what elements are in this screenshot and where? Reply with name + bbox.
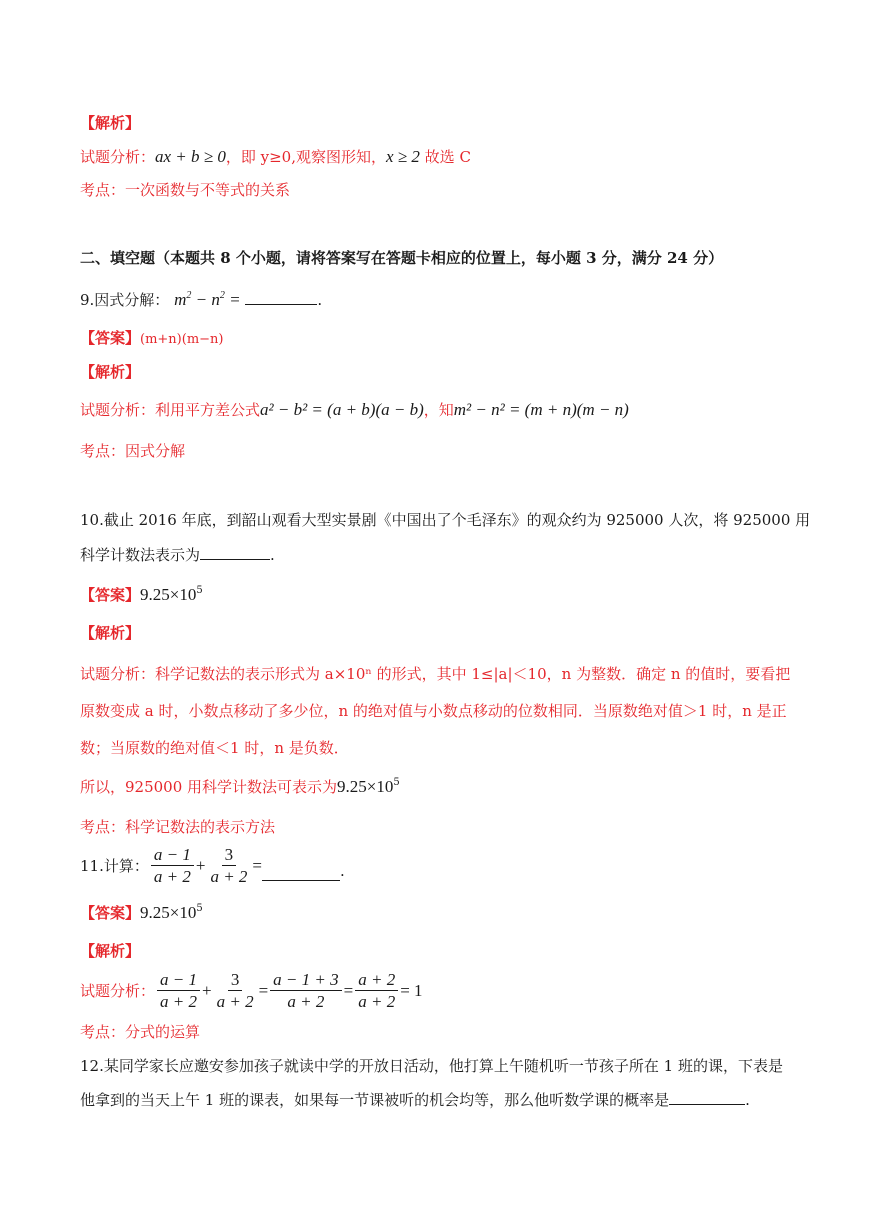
q11-answer: 【答案】$9.25\times 10^5$ (80, 903, 203, 922)
section-heading: 二、填空题（本题共 8 个小题，请将答案写在答题卡相应的位置上，每小题 3 分，满分 24 分） (80, 249, 724, 267)
q10-question-line-1: 10.截止 2016 年底，到韶山观看大型实景剧《中国出了个毛泽东》的观众约为 925000 人次，将 925000 用 (80, 511, 811, 529)
q11-fraction-2: $\frac{3}{a + 2}$ (210, 845, 248, 886)
answer-blank (245, 288, 317, 305)
q8-inequality: ax + b ≥ 0 (155, 147, 226, 166)
q9-formula-2: m² − n² = (m + n)(m − n) (453, 400, 629, 419)
q9-analysis: 试题分析：利用平方差公式a² − b² = (a + b)(a − b)，知m² − n² = (m + n)(m − n) (80, 400, 629, 419)
q11-kaodian: 考点：分式的运算 (80, 1023, 201, 1041)
q8-kaodian: 考点：一次函数与不等式的关系 (80, 181, 291, 199)
answer-blank (262, 864, 340, 881)
q12-question-line-2: 他拿到的当天上午 1 班的课表，如果每一节课被听的机会均等，那么他听数学课的概率是 . (80, 1088, 750, 1111)
q11-jiexi-label: 【解析】 (80, 942, 141, 960)
q8-jiexi-label: 【解析】 (80, 114, 141, 132)
q9-formula-1: a² − b² = (a + b)(a − b) (260, 400, 424, 419)
q9-kaodian: 考点：因式分解 (80, 442, 186, 460)
q8-solution: x ≥ 2 (386, 147, 420, 166)
q10-question-line-2: 科学计数法表示为 . (80, 543, 275, 566)
q8-analysis: 试题分析：ax + b ≥ 0，即 y≥0,观察图形知，x ≥ 2 故选 C (80, 147, 471, 166)
q10-jiexi-label: 【解析】 (80, 624, 141, 642)
q10-analysis-line-2: 原数变成 a 时，小数点移动了多少位，n 的绝对值与小数点移动的位数相同．当原数绝对值＞1 时，n 是正 (80, 702, 787, 720)
q11-fraction-1: $\frac{a - 1}{a + 2}$ (151, 845, 194, 886)
q11-question: 11.计算： $\frac{a - 1}{a + 2}$ + $\frac{3}{a + 2}$ = . (80, 845, 345, 886)
q10-kaodian: 考点：科学记数法的表示方法 (80, 818, 276, 836)
q10-analysis-line-1: 试题分析：科学记数法的表示形式为 a×10ⁿ 的形式，其中 1≤|a|＜10，n 为整数．确定 n 的值时，要看把 (80, 665, 791, 683)
answer-blank (669, 1088, 745, 1105)
q9-jiexi-label: 【解析】 (80, 363, 141, 381)
q9-question: 9.因式分解： $m^2 - n^2$ = . (80, 290, 323, 309)
q10-analysis-line-3: 数；当原数的绝对值＜1 时，n 是负数． (80, 739, 349, 757)
q10-answer: 【答案】$9.25\times 10^5$ (80, 585, 203, 604)
q9-answer: 【答案】(m+n)(m−n) (80, 329, 224, 347)
answer-blank (200, 543, 270, 560)
q12-question-line-1: 12.某同学家长应邀安参加孩子就读中学的开放日活动，他打算上午随机听一节孩子所在 1 班的课，下表是 (80, 1057, 783, 1075)
q11-analysis: 试题分析： $\frac{a - 1}{a + 2}$ + $\frac{3}{a + 2}$ = $\frac{a - 1 + 3}{a + 2}$ = $\frac{a + 2}{a + 2}$ = 1 (80, 970, 423, 1011)
q10-conclusion: 所以，925000 用科学计数法可表示为$9.25\times 10^5$ (80, 777, 400, 796)
